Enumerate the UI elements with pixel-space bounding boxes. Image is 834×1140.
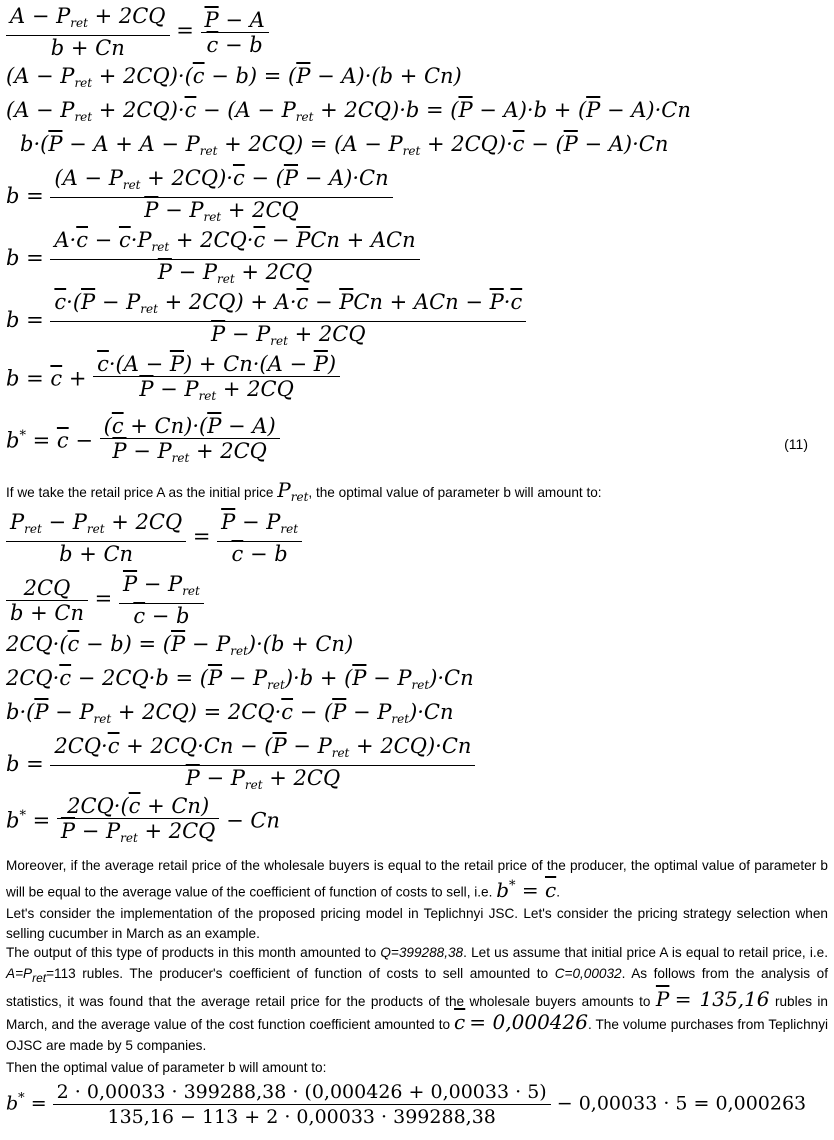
- equation2-line-5: $b\cdot(\overline{P} - P_{ret} + 2CQ) = 2CQ\cdot\overline{c} - (\overline{P} - P_{ret})\cdot Cn$: [6, 700, 454, 726]
- equation-line-8: $b = \overline{c}$ + $\frac{\overline{c}\cdot(A - \overline{P}) + Cn\cdot(A - \overline{P})}{\overline{P} - P_{ret} + 2CQ}$: [6, 352, 340, 408]
- p-ret-symbol: $P_{ret}$: [277, 478, 309, 504]
- retail-price-subscript: ret: [32, 971, 47, 985]
- equation2-line-1: $\frac{P_{ret} - P_{ret} + 2CQ}{b + Cn}$ = $\frac{\overline{P} - P_{ret}}{\overline{c} - b}$: [6, 510, 302, 566]
- p-bar-symbol: $\overline{P}$: [655, 987, 670, 1011]
- output-q-value: Q=399288,38: [380, 945, 464, 960]
- equation-line-6: b = $\frac{A\cdot\overline{c} - \overline{c}\cdot P_{ret} + 2CQ\cdot\overline{c} - \overline{P}Cn + ACn}{\overline{P} - P_{ret} + 2CQ}$: [6, 228, 420, 291]
- equation-line-2: $(A - P_{ret} + 2CQ)\cdot(\overline{c} - b) = (\overline{P} - A)\cdot(b + Cn)$: [6, 64, 462, 90]
- output-text-d: . As follows from the analysis of statistics, it was found that the average retail price for the products of the wholesale buyers amounts to: [6, 966, 829, 1009]
- paragraph-initial-price-after: , the optimal value of parameter b will amount to:: [308, 485, 602, 500]
- output-text-b: . Let us assume that initial price A is equal to retail price, i.e.: [463, 945, 828, 960]
- paragraph-output: [6, 942, 828, 1056]
- equation-line-4: $b\cdot(\overline{P} - A + A - P_{ret} + 2CQ) = (A - P_{ret} + 2CQ)\cdot\overline{c} - (\overline{P} - A)\cdot Cn$: [20, 132, 669, 158]
- equation-line-5: b = $\frac{(A - P_{ret} + 2CQ)\cdot\overline{c} - (\overline{P} - A)\cdot Cn}{\overline{P} - P_{ret} + 2CQ}$: [6, 166, 393, 229]
- paragraph-moreover-text: Moreover, if the average retail price of the wholesale buyers is equal to the retail price of the producer, the optimal value of parameter b will be equal to the average value of the coefficient of function of costs to sell, i.e.: [6, 858, 828, 900]
- final-denominator: 135,16 − 113 + 2 · 0,00033 · 399288,38: [107, 1106, 496, 1128]
- retail-price-symbol: A=P: [6, 966, 33, 981]
- equation2-line-6: b = $\frac{2CQ\cdot\overline{c} + 2CQ\cdot Cn - (\overline{P} - P_{ret} + 2CQ)\cdot Cn}{\overline{P} - P_{ret} + 2CQ}$: [6, 734, 475, 797]
- paragraph-then: Then the optimal value of parameter b will amount to:: [6, 1060, 327, 1075]
- equation-line-1: $\frac{A - P_{ret} + 2CQ}{b + Cn}$ = $\frac{\overline{P} - A}{\overline{c} - b}$: [6, 4, 269, 60]
- equation-line-7: b = $\frac{\overline{c}\cdot(\overline{P} - P_{ret} + 2CQ) + A\cdot\overline{c} - \overline{P}Cn + ACn - \overline{P}\cdot\overline{c}}{\overline{P} - P_{ret} + 2CQ}$: [6, 290, 526, 353]
- equation2-line-2: $\frac{2CQ}{b + Cn}$ = $\frac{\overline{P} - P_{ret}}{\overline{c} - b}$: [6, 572, 204, 628]
- paragraph-initial-price: [6, 480, 828, 507]
- equation-number: (11): [784, 436, 808, 452]
- equation2-line-3: $2CQ\cdot(\overline{c} - b) = (\overline{P} - P_{ret})\cdot(b + Cn)$: [6, 632, 354, 658]
- equation-line-3: $(A - P_{ret} + 2CQ)\cdot\overline{c} - (A - P_{ret} + 2CQ)\cdot b = (\overline{P} - A)\cdot b + (\overline{P} - A)\cdot Cn$: [6, 98, 691, 124]
- c-bar-symbol: $\overline{c}$: [454, 1010, 466, 1034]
- paragraph-implementation: Let's consider the implementation of the proposed pricing model in Teplichnyi JSC. Let's consider the pricing strategy selection when selling cucumber in March as an example.: [6, 906, 828, 941]
- equation-line-9: $b^* = \overline{c}$ − $\frac{(\overline{c} + Cn)\cdot(\overline{P} - A)}{\overline{P} - P_{ret} + 2CQ}$: [6, 414, 280, 470]
- equation2-line-7: b* = $\frac{2CQ\cdot(\overline{c} + Cn)}{\overline{P} - P_{ret} + 2CQ}$ − Cn: [6, 794, 280, 845]
- paragraph-moreover: Moreover, if the average retail price of the wholesale buyers is equal to the retail price of the producer, the optimal value of parameter b will be equal to the average value of the coefficient of function of costs to sell, i.e. $b^* = \overline{c}$.: [6, 858, 828, 902]
- b-star-equals-c-bar: $b^* = \overline{c}$: [496, 877, 557, 902]
- final-equation: b* = $\frac{2 \cdot 0,00033 \cdot 399288,38 \cdot (0,000426 + 0,00033 \cdot 5)}{135,16 - 113 + 2 \cdot 0,00033 \cdot 399288,38}$ − 0,00033 · 5 = 0,000263: [6, 1081, 807, 1128]
- output-text-a: The output of this type of products in this month amounted to: [6, 945, 377, 960]
- equation2-line-4: $2CQ\cdot\overline{c} - 2CQ\cdot b = (\overline{P} - P_{ret})\cdot b + (\overline{P} - P_{ret})\cdot Cn$: [6, 666, 474, 692]
- output-text-e: rubles in March, and the average value of the cost function coefficient amounted to: [6, 994, 828, 1032]
- final-numerator: 2 · 0,00033 · 399288,38 · (0,000426 + 0,00033 · 5): [53, 1080, 551, 1105]
- c-bar-value: = 0,000426: [469, 1010, 588, 1034]
- output-c-value: C=0,00032: [554, 966, 622, 981]
- output-text-f: . The volume purchases from Teplichnyi OJSC are made by 5 companies.: [6, 1017, 829, 1053]
- output-text-c: =113 rubles. The producer's coefficient of function of costs to sell amounted to: [46, 966, 549, 981]
- final-tail: − 0,00033 · 5 = 0,000263: [556, 1092, 807, 1115]
- paragraph-initial-price-before: If we take the retail price A as the initial price: [6, 485, 274, 500]
- p-bar-value: = 135,16: [674, 987, 770, 1011]
